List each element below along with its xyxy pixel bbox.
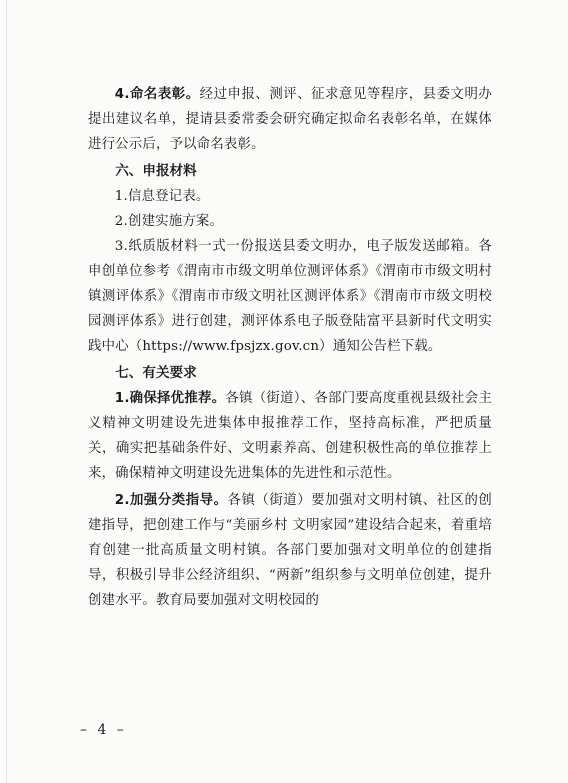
list-item-registration-form: 1.信息登记表。 (114, 189, 210, 204)
section-heading-requirements: 七、有关要求 (115, 365, 197, 381)
page-number: – 4 – (80, 722, 127, 738)
item-title: 1.确保择优推荐。 (114, 391, 226, 406)
section-heading-application-materials: 六、申报材料 (115, 163, 197, 179)
paragraph-classified-guidance (88, 488, 492, 613)
list-item-submission-instructions: 3.纸质版材料一式一份报送县委文明办，电子版发送邮箱。各申创单位参考《渭南市市级文明单位测评体系》《渭南市市级文明村镇测评体系》《渭南市市级文明社区测评体系》《渭南市市级文明校园测评体系》进行创建，测评体系电子版登陆富平县新时代文明实践中心（https://www.fpsjzx.gov.cn）通知公告栏下载。 (88, 239, 492, 354)
item-title: 2.加强分类指导。 (114, 493, 228, 508)
paragraph-naming-commendation (88, 82, 492, 157)
paragraph-ensure-selection (88, 386, 492, 486)
item-body: 各镇（街道）、各部门要高度重视县级社会主义精神文明建设先进集体申报推荐工作，坚持高标准，严把质量关，确实把基础条件好、文明素养高、创建积极性高的单位推荐上来，确保精神文明建设先进集体的先进性和示范性。 (88, 391, 492, 481)
item-title: 4.命名表彰。 (114, 87, 200, 102)
item-body: 各镇（街道）要加强对文明村镇、社区的创建指导，把创建工作与“美丽乡村 文明家园”建设结合起来，着重培育创建一批高质量文明村镇。各部门要加强对文明单位的创建指导，积极引导非公经济组织、“两新”组织参与文明单位创建，提升创建水平。教育局要加强对文明校园的 (88, 493, 492, 608)
item-body: 经过申报、测评、征求意见等程序，县委文明办提出建议名单，提请县委常委会研究确定拟命名表彰名单，在媒体进行公示后，予以命名表彰。 (88, 87, 492, 152)
list-item-implementation-plan: 2.创建实施方案。 (114, 214, 224, 229)
document-body (88, 82, 492, 613)
